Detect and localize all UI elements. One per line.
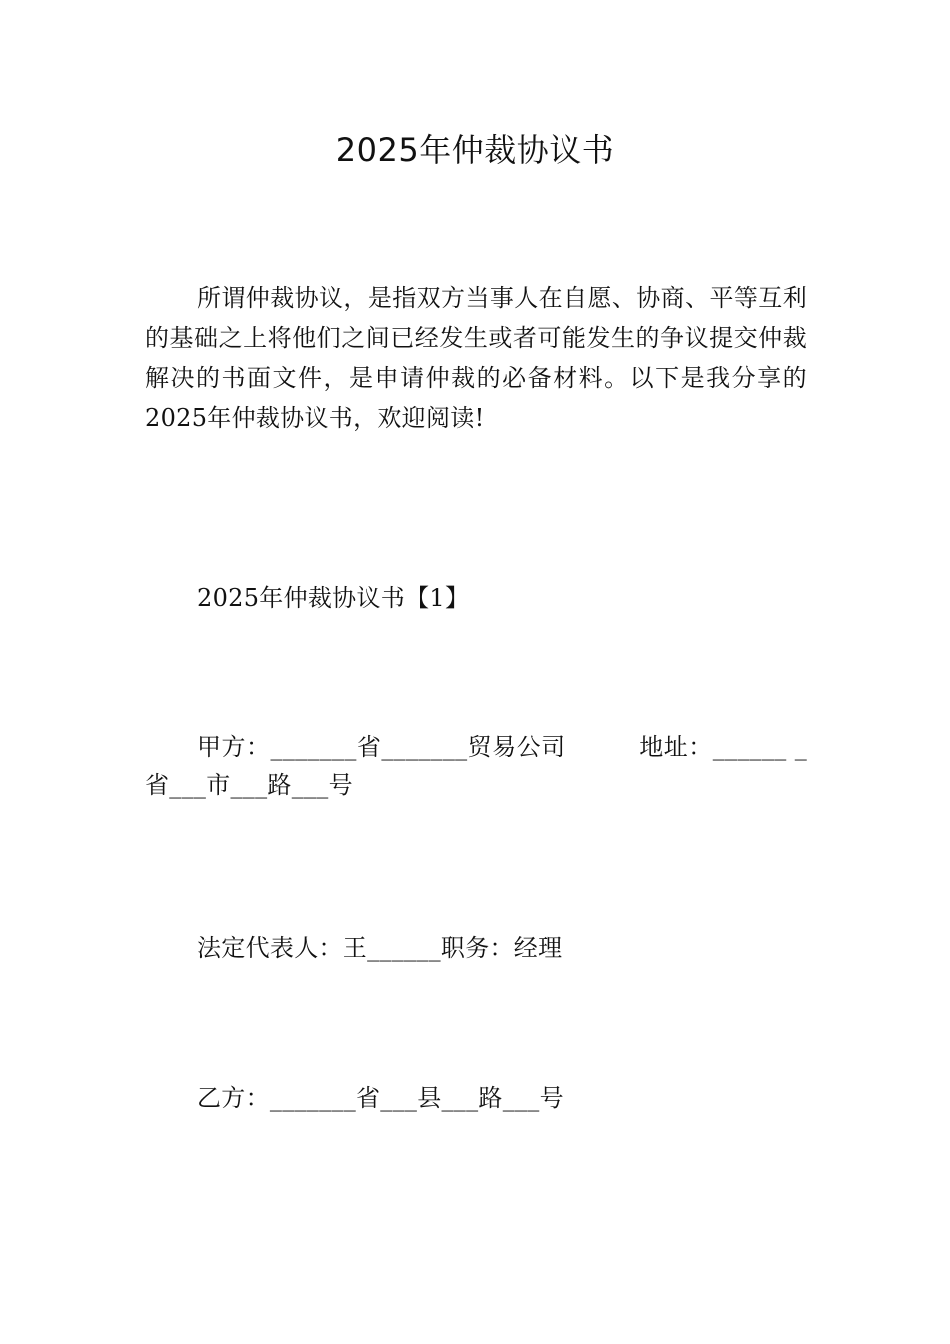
section-heading: 2025年仲裁协议书【1】 (197, 584, 470, 612)
party-a-line: 甲方：_______省_______贸易公司 地址：______ _省___市___路___号 (145, 733, 807, 799)
intro-paragraph: 所谓仲裁协议，是指双方当事人在自愿、协商、平等互利的基础之上将他们之间已经发生或者可能发生的争议提交仲裁解决的书面文件，是申请仲裁的必备材料。以下是我分享的2025年仲裁协议书，欢迎阅读! (145, 284, 807, 432)
party-b-line: 乙方：_______省___县___路___号 (197, 1084, 564, 1112)
legal-representative-line: 法定代表人：王______职务：经理 (197, 934, 563, 962)
document-title: 2025年仲裁协议书 (335, 131, 615, 169)
